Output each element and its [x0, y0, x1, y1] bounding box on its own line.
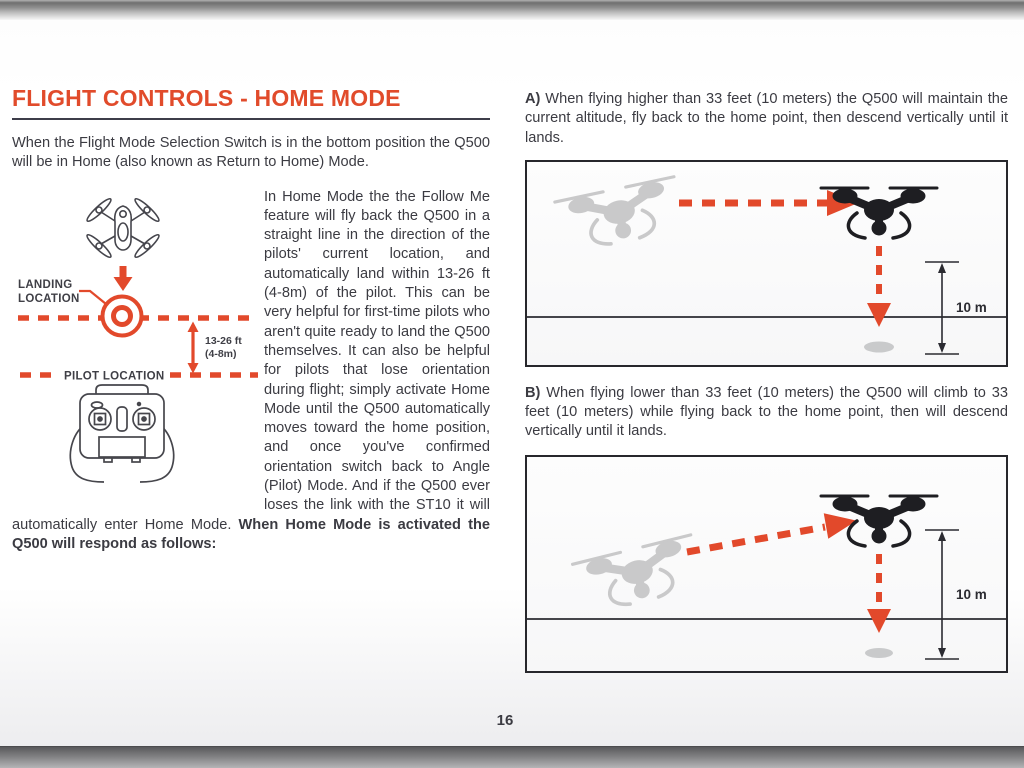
landing-location-label-1: LANDING	[18, 278, 73, 291]
distance-arrow-icon	[188, 321, 199, 373]
window-bottom-edge	[0, 746, 1024, 768]
altitude-measure	[925, 530, 959, 659]
left-column	[12, 65, 490, 554]
item-b-text: When flying lower than 33 feet (10 meters) the Q500 will climb to 33 feet (10 meters) while flying back to the home point, then will descend vertically until it lands.	[525, 384, 1008, 440]
diagram-a-art	[527, 162, 1006, 365]
flight-path-arrow	[679, 190, 858, 216]
landing-callout-line	[79, 291, 106, 304]
diagram-b	[525, 455, 1008, 673]
pilot-landing-diagram-art	[12, 188, 264, 488]
intro-text: When the Flight Mode Selection Switch is in the bottom position the Q500 will be in Home (also known as Return to Home) Mode.	[12, 135, 490, 171]
altitude-measure	[925, 262, 959, 354]
window-top-edge	[0, 0, 1024, 20]
drone-top-icon	[85, 196, 161, 259]
pilot-landing-diagram	[12, 188, 264, 506]
home-mode-section	[12, 188, 490, 555]
descent-arrow	[867, 554, 891, 633]
landing-spot	[865, 648, 893, 658]
diagram-b-art	[527, 457, 1006, 671]
page-number: 16	[496, 712, 514, 729]
landing-spot	[864, 341, 894, 352]
flight-path-arrow	[687, 508, 859, 552]
drone-ghost-icon	[573, 535, 704, 615]
right-column	[525, 90, 1008, 673]
drone-ghost-icon	[555, 177, 685, 254]
item-b-paragraph	[525, 384, 1008, 442]
altitude-label-b: 10 m	[956, 586, 987, 602]
altitude-label-a: 10 m	[956, 299, 987, 315]
distance-label-1: 13-26 ft	[205, 334, 242, 347]
item-a-paragraph	[525, 90, 1008, 148]
page-title: FLIGHT CONTROLS - HOME MODE	[12, 85, 401, 111]
item-a-text: When flying higher than 33 feet (10 meters) the Q500 will maintain the current altitude, fly back to the home point, then descend vertically until it lands.	[525, 91, 1008, 146]
landing-ring-icon	[103, 296, 142, 335]
home-mode-paragraph-bold: When Home Mode is activated the Q500 will respond as follows:	[12, 516, 490, 552]
distance-label-2: (4-8m)	[205, 347, 237, 360]
controller-icon	[70, 385, 173, 482]
diagram-a	[525, 160, 1008, 367]
drone-icon	[821, 188, 937, 238]
descend-arrow-icon	[114, 266, 133, 291]
descent-arrow	[867, 246, 891, 327]
landing-location-label-2: LOCATION	[18, 292, 80, 305]
title-rule	[12, 118, 490, 120]
manual-page	[0, 20, 1024, 747]
home-mode-paragraph: In Home Mode the the Follow Me feature will fly back the Q500 in a straight line in the direction of the pilots' current location, and automatically land within 13-26 ft (4-8m) of the pilot. This can be very helpful for first-time pilots who aren't quite ready to land the Q500 themselves. It can also be helpful for pilots that lose orientation during flight; simply activate Home Mode until the Q500 automatically moves toward the home position, and once you've confirmed orientation switch back to Angle (Pilot) Mode. And if the Q500 ever loses the link with the ST10 it will automatically enter Home Mode.	[12, 188, 490, 533]
pilot-location-label: PILOT LOCATION	[64, 370, 165, 383]
item-a-label: A)	[525, 91, 541, 107]
item-b-label: B)	[525, 384, 541, 401]
